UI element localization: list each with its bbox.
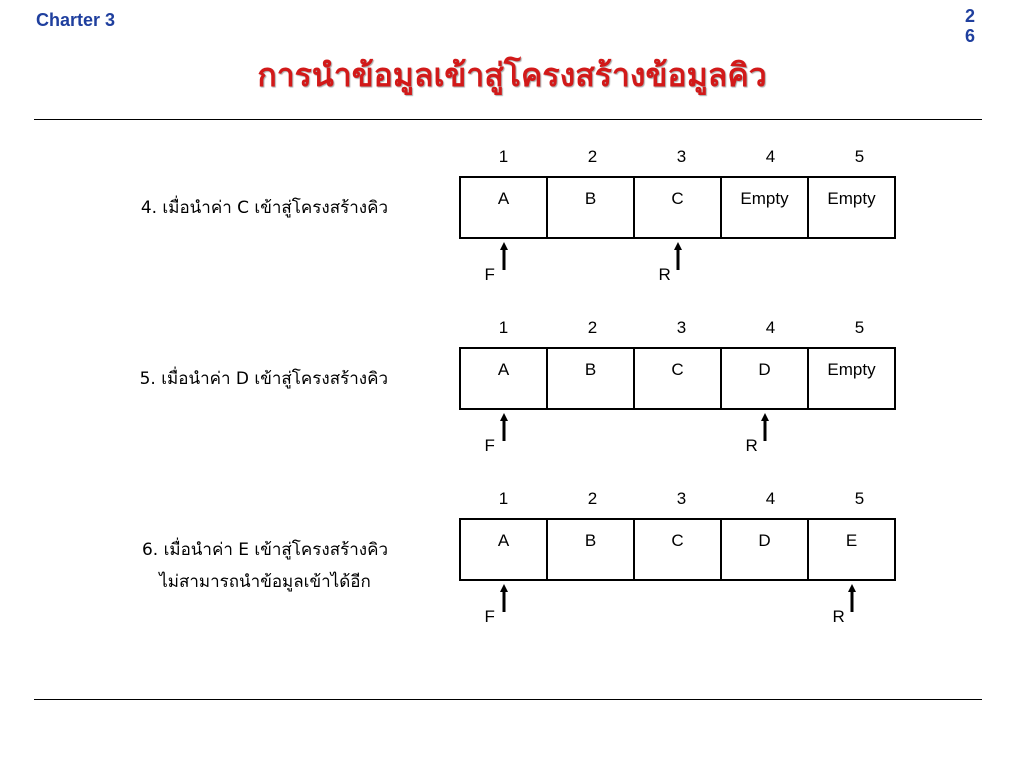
queue-cell: Empty	[807, 176, 896, 239]
index-label: 4	[765, 147, 776, 166]
front-pointer-arrow-icon	[499, 413, 509, 441]
index-label: 5	[854, 147, 865, 166]
step-description	[140, 363, 388, 395]
step-description-line: 4. เมื่อนำค่า C เข้าสู่โครงสร้างคิว	[140, 198, 388, 218]
queue-cell: A	[459, 518, 548, 581]
index-row	[459, 489, 905, 511]
page-number-digit-2: 6	[964, 26, 975, 46]
rear-pointer-label: R	[658, 265, 671, 284]
index-label: 2	[587, 318, 598, 337]
queue-cell: B	[546, 347, 635, 410]
front-pointer-label: F	[484, 607, 495, 626]
index-row	[459, 318, 905, 340]
slide-title: การนำข้อมูลเข้าสู่โครงสร้างข้อมูลคิว	[257, 56, 767, 94]
queue-cell: C	[633, 347, 722, 410]
queue-step	[0, 318, 1024, 498]
queue-cell: C	[633, 518, 722, 581]
step-description-line: ไม่สามารถนำข้อมูลเข้าได้อีก	[159, 572, 371, 592]
index-label: 3	[676, 147, 687, 166]
index-label: 5	[854, 318, 865, 337]
front-pointer-arrow-icon	[499, 242, 509, 270]
queue-step	[0, 489, 1024, 669]
index-label: 1	[498, 489, 509, 508]
index-row	[459, 147, 905, 169]
bottom-divider	[34, 699, 982, 700]
queue-cell: E	[807, 518, 896, 581]
index-label: 4	[765, 318, 776, 337]
step-description-line: 5. เมื่อนำค่า D เข้าสู่โครงสร้างคิว	[139, 369, 388, 389]
queue-cell: C	[633, 176, 722, 239]
page-number	[962, 6, 978, 46]
rear-pointer-arrow-icon	[847, 584, 857, 612]
page-number-digit-1: 2	[964, 6, 975, 26]
front-pointer-arrow-icon	[499, 584, 509, 612]
rear-pointer-label: R	[832, 607, 845, 626]
rear-pointer-arrow-icon	[673, 242, 683, 270]
rear-pointer-label: R	[745, 436, 758, 455]
index-label: 2	[587, 147, 598, 166]
index-label: 1	[498, 318, 509, 337]
queue-array	[459, 518, 905, 581]
queue-cell: D	[720, 518, 809, 581]
step-description	[141, 192, 388, 224]
front-pointer-label: F	[484, 436, 495, 455]
step-description	[142, 534, 388, 598]
rear-pointer-arrow-icon	[760, 413, 770, 441]
queue-cell: B	[546, 176, 635, 239]
index-label: 5	[854, 489, 865, 508]
step-description-line: 6. เมื่อนำค่า E เข้าสู่โครงสร้างคิว	[141, 540, 388, 560]
queue-step	[0, 147, 1024, 327]
index-label: 4	[765, 489, 776, 508]
queue-cell: A	[459, 176, 548, 239]
chapter-label: Charter 3	[36, 10, 116, 30]
index-label: 1	[498, 147, 509, 166]
queue-cell: Empty	[807, 347, 896, 410]
top-divider	[34, 119, 982, 120]
queue-array	[459, 347, 905, 410]
index-label: 3	[676, 318, 687, 337]
index-label: 2	[587, 489, 598, 508]
queue-cell: A	[459, 347, 548, 410]
index-label: 3	[676, 489, 687, 508]
queue-cell: B	[546, 518, 635, 581]
queue-cell: Empty	[720, 176, 809, 239]
front-pointer-label: F	[484, 265, 495, 284]
queue-cell: D	[720, 347, 809, 410]
queue-array	[459, 176, 905, 239]
